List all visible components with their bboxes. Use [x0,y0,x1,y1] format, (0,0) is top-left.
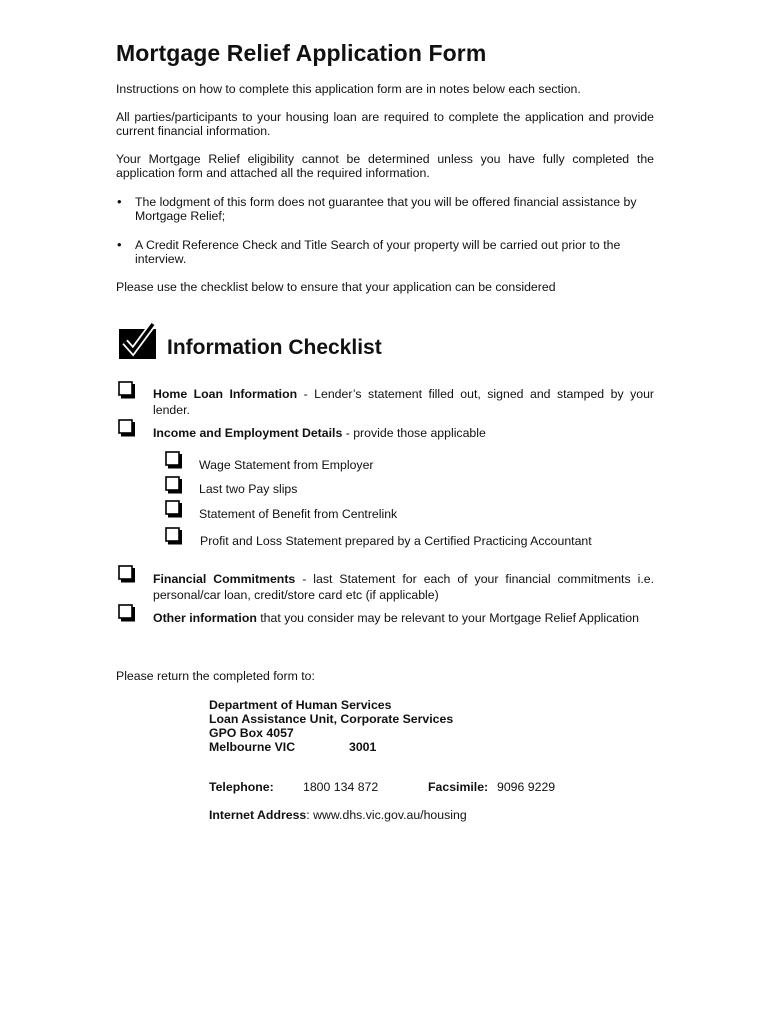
empty-checkbox-icon[interactable] [118,419,136,437]
address-line: Department of Human Services [209,698,392,712]
empty-checkbox-icon[interactable] [118,381,136,399]
item-text: that you consider may be relevant to your Mortgage Relief Application [256,611,639,625]
fax-label [428,780,488,794]
address-line: Loan Assistance Unit, Corporate Services [209,712,454,726]
empty-checkbox-icon[interactable] [165,451,183,469]
checklist-item [153,426,654,442]
checklist-item [153,387,654,418]
eligibility-paragraph: Your Mortgage Relief eligibility cannot be determined unless you have fully completed the application form and attached all the required information. [116,152,654,181]
bullet-item: A Credit Reference Check and Title Search of your property will be carried out prior to the interview. [135,238,621,267]
bullet-item: The lodgment of this form does not guarantee that you will be offered financial assistance by Mortgage Relief; [135,195,637,224]
empty-checkbox-icon[interactable] [165,527,183,545]
internet-label: Internet Address [209,808,307,822]
checklist-instruction: Please use the checklist below to ensure that your application can be considered [116,280,556,294]
empty-checkbox-icon[interactable] [118,565,136,583]
bullet-icon: • [117,237,122,252]
address-postcode: 3001 [349,740,377,754]
telephone-number: 1800 134 872 [303,780,379,794]
item-label: Income and Employment Details [153,426,343,440]
instructions-paragraph: Instructions on how to complete this application form are in notes below each section. [116,82,581,96]
page-title: Mortgage Relief Application Form [116,40,487,66]
item-text: - last Statement for each of your financial commitments i.e. personal/car loan, credit/store card etc (if applicable) [153,572,654,602]
return-instruction: Please return the completed form to: [116,669,315,683]
sub-checklist-item: Statement of Benefit from Centrelink [199,507,398,521]
parties-paragraph: All parties/participants to your housing loan are required to complete the application and provide current financial information. [116,110,654,139]
telephone-label [209,780,274,794]
checklist-item [153,610,654,627]
checklist-item [153,572,654,603]
empty-checkbox-icon[interactable] [165,476,183,494]
internet-address [209,808,467,822]
fax-label-text: Facsimile: [428,780,489,794]
sub-checklist-item: Wage Statement from Employer [199,458,374,472]
sub-checklist-item: Profit and Loss Statement prepared by a Certified Practicing Accountant [200,534,592,548]
empty-checkbox-icon[interactable] [165,500,183,518]
item-text: - provide those applicable [342,426,486,440]
item-label: Other information [153,611,257,625]
item-label: Home Loan Information [153,387,298,401]
internet-url[interactable]: : www.dhs.vic.gov.au/housing [306,808,467,822]
checklist-heading: Information Checklist [167,336,382,359]
telephone-label-text: Telephone: [209,780,274,794]
item-label: Financial Commitments [153,572,296,586]
address-city: Melbourne VIC [209,740,296,754]
fax-number: 9096 9229 [497,780,556,794]
bullet-icon: • [117,194,122,209]
sub-checklist-item: Last two Pay slips [199,482,298,496]
checked-box-icon [118,322,158,360]
item-text: - Lender’s statement filled out, signed and stamped by your lender. [153,387,654,417]
empty-checkbox-icon[interactable] [118,604,136,622]
address-line: GPO Box 4057 [209,726,294,740]
